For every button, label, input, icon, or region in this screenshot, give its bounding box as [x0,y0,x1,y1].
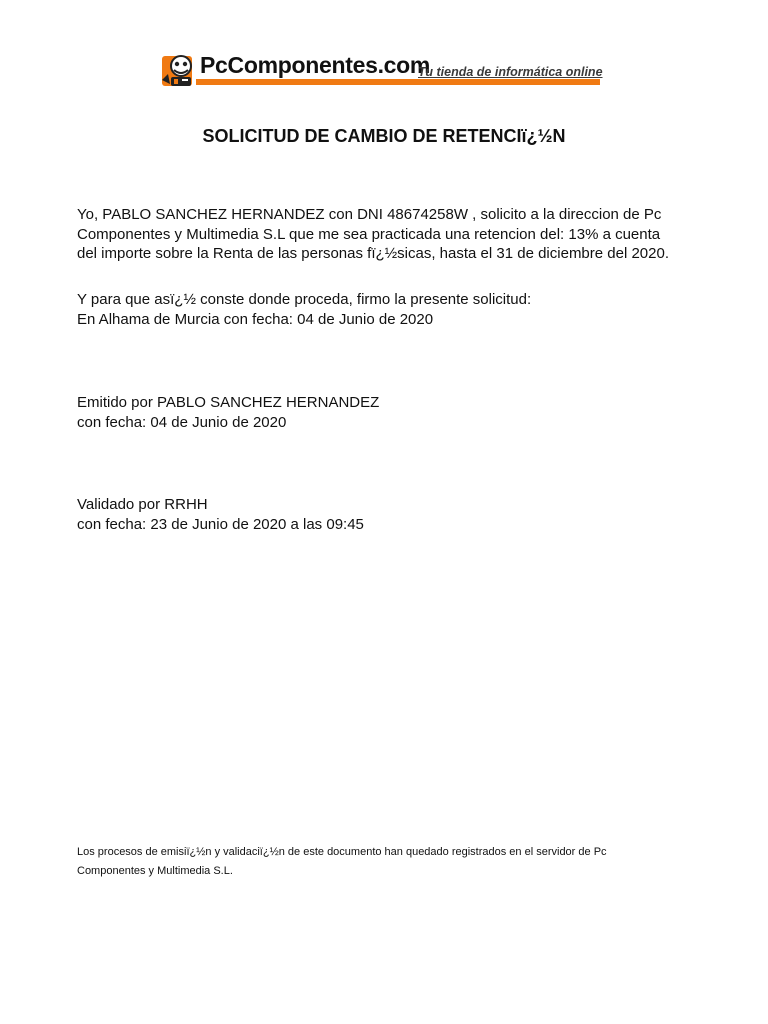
footnote-line: Los procesos de emisiï¿½n y validaciï¿½n de este documento han quedado registrados en el servidor de Pc [77,846,607,858]
emitted-by: Emitido por PABLO SANCHEZ HERNANDEZ [77,394,380,411]
validated-date: con fecha: 23 de Junio de 2020 a las 09:45 [77,515,364,533]
request-paragraph [77,205,697,264]
signature-paragraph [77,290,697,329]
request-line: del importe sobre la Renta de las personas fï¿½sicas, hasta el 31 de diciembre del 2020. [77,245,670,262]
company-header [160,48,603,90]
validated-by: Validado por RRHH [77,496,208,513]
request-line: Yo, PABLO SANCHEZ HERNANDEZ con DNI 48674258W , solicito a la direccion de Pc [77,206,662,223]
footnote-line: Componentes y Multimedia S.L. [77,865,233,877]
emitted-block [77,393,697,432]
document-title: SOLICITUD DE CAMBIO DE RETENCIï¿½N [202,126,566,146]
place-date-line: En Alhama de Murcia con fecha: 04 de Junio de 2020 [77,310,434,328]
header-accent-bar [196,79,600,85]
request-line: Componentes y Multimedia S.L que me sea practicada una retencion del: 13% a cuenta [77,225,661,243]
mascot-logo-icon [160,50,200,88]
emitted-date: con fecha: 04 de Junio de 2020 [77,413,287,431]
validated-block [77,495,697,534]
signature-line: Y para que asï¿½ conste donde proceda, firmo la presente solicitud: [77,291,532,308]
footnote [77,843,677,881]
brand-name: PcComponentes.com [200,52,431,78]
brand-tagline: Tu tienda de informática online [418,65,603,79]
